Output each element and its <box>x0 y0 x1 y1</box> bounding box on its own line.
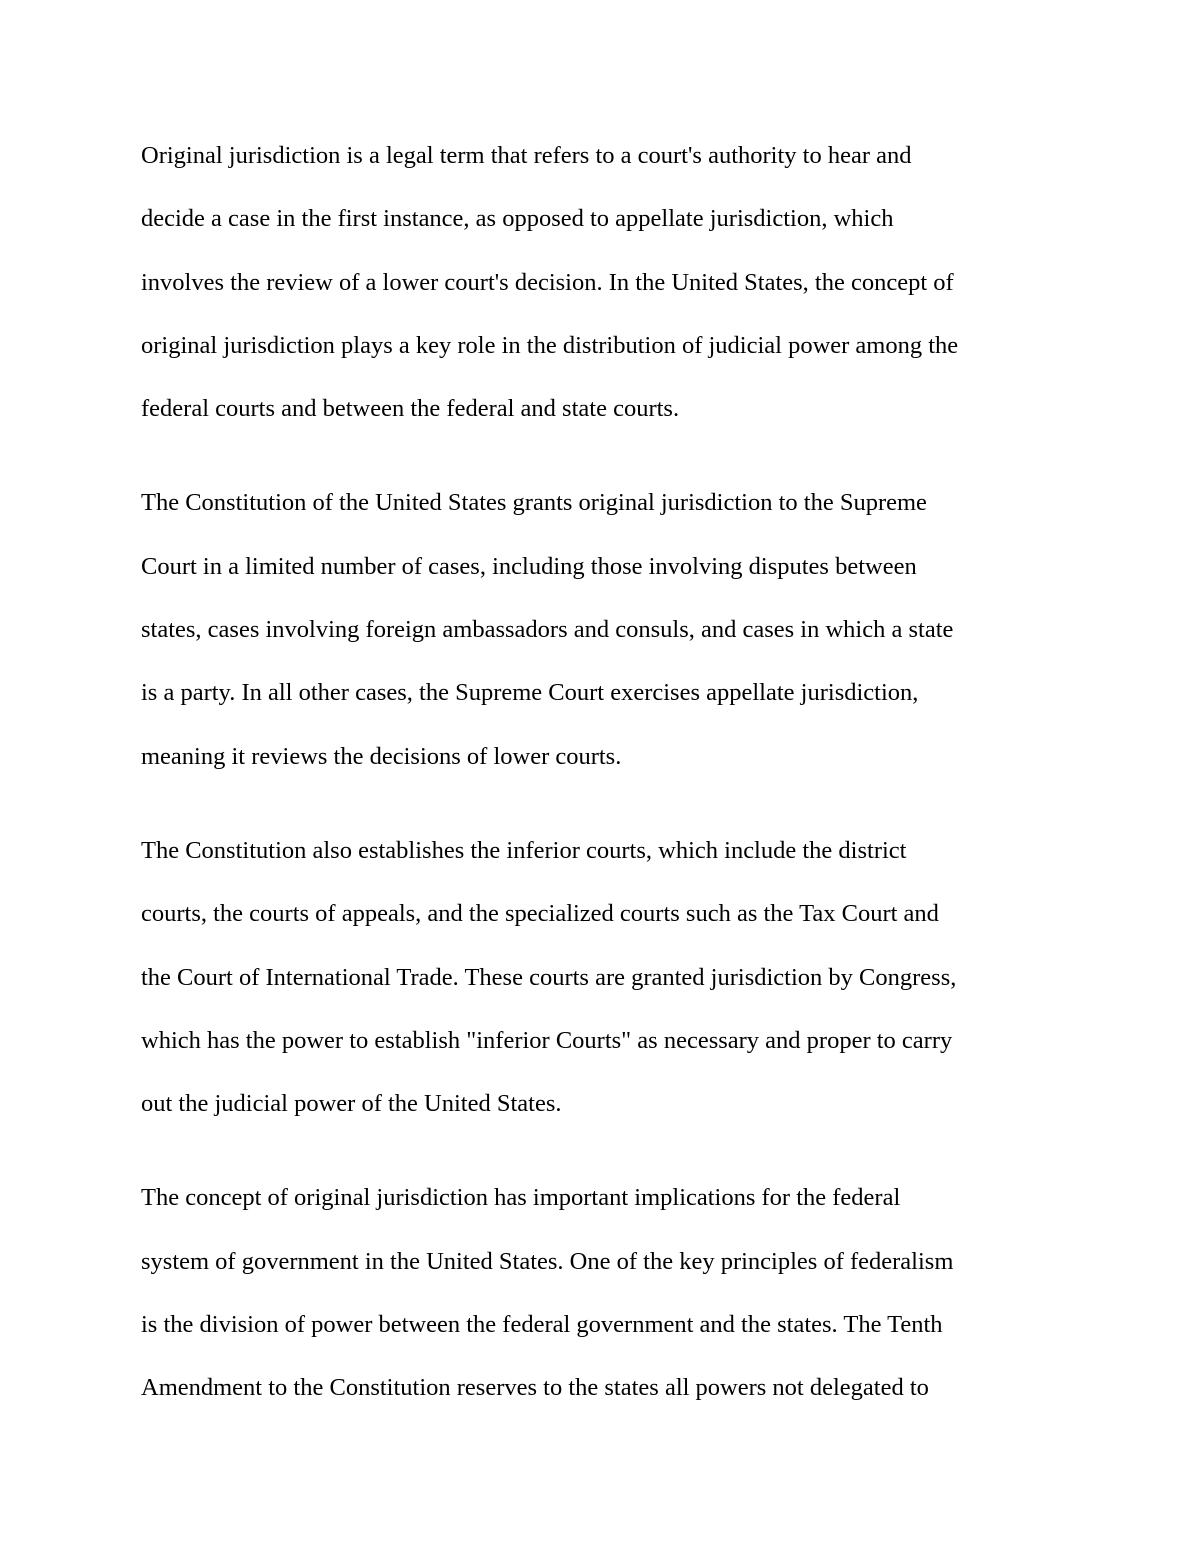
text-line: The Constitution of the United States grants original jurisdiction to the Supreme <box>141 489 927 517</box>
text-line: meaning it reviews the decisions of lower courts. <box>141 742 622 770</box>
paragraph-1 <box>141 124 1081 440</box>
text-line: courts, the courts of appeals, and the specialized courts such as the Tax Court and <box>141 900 939 928</box>
text-line: states, cases involving foreign ambassadors and consuls, and cases in which a state <box>141 616 954 644</box>
paragraph-spacer <box>141 788 1081 819</box>
paragraph-2 <box>141 471 1081 787</box>
paragraph-3 <box>141 819 1081 1135</box>
text-line: is a party. In all other cases, the Supreme Court exercises appellate jurisdiction, <box>141 679 919 707</box>
text-line: is the division of power between the federal government and the states. The Tenth <box>141 1311 943 1339</box>
text-line: out the judicial power of the United States. <box>141 1090 562 1118</box>
text-line: Original jurisdiction is a legal term that refers to a court's authority to hear and <box>141 142 912 169</box>
text-line: The concept of original jurisdiction has important implications for the federal <box>141 1184 901 1212</box>
text-line: which has the power to establish "inferior Courts" as necessary and proper to carry <box>141 1026 953 1054</box>
text-line: The Constitution also establishes the inferior courts, which include the district <box>141 836 907 864</box>
text-line: Amendment to the Constitution reserves to the states all powers not delegated to <box>141 1374 929 1402</box>
text-line: the Court of International Trade. These courts are granted jurisdiction by Congress, <box>141 963 957 991</box>
text-line: federal courts and between the federal and state courts. <box>141 395 680 423</box>
text-line: decide a case in the first instance, as opposed to appellate jurisdiction, which <box>141 205 894 233</box>
paragraph-spacer <box>141 440 1081 471</box>
text-line: original jurisdiction plays a key role in the distribution of judicial power among the <box>141 331 959 359</box>
paragraph-spacer <box>141 1135 1081 1166</box>
text-line: involves the review of a lower court's decision. In the United States, the concept of <box>141 268 954 296</box>
text-line: system of government in the United States. One of the key principles of federalism <box>141 1247 954 1275</box>
document-body <box>141 124 1081 1420</box>
text-line: Court in a limited number of cases, including those involving disputes between <box>141 552 917 580</box>
paragraph-4 <box>141 1166 1081 1419</box>
